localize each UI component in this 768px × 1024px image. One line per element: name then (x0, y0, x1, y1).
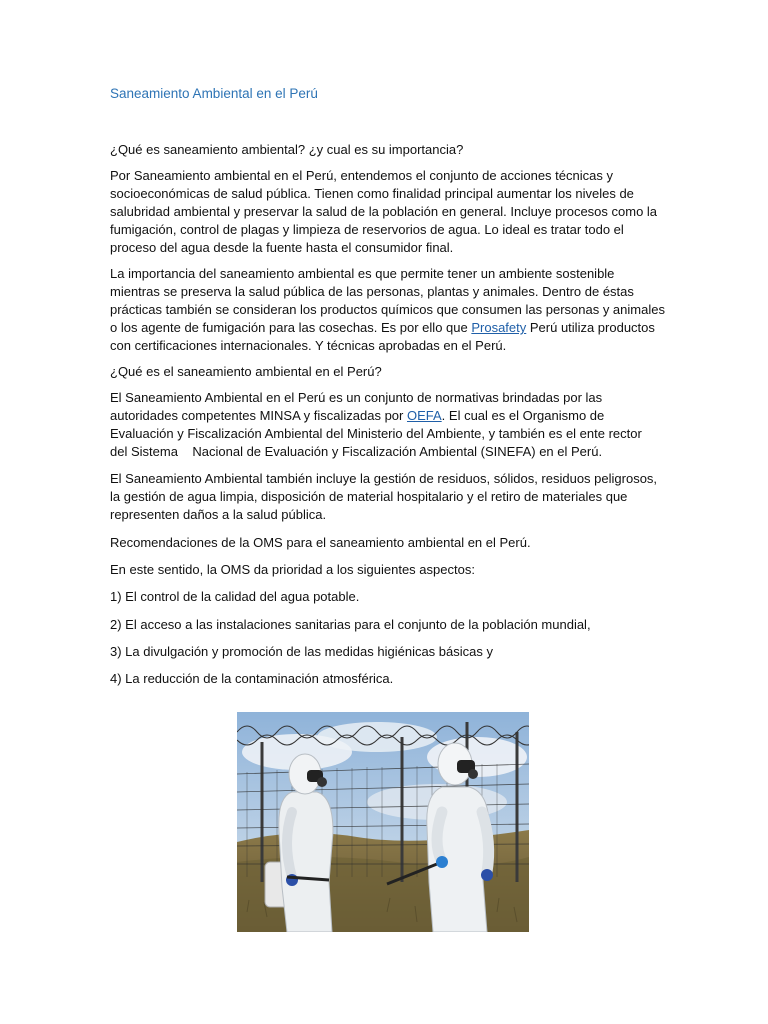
document-title: Saneamiento Ambiental en el Perú (110, 86, 318, 101)
text-line: fumigación, control de plagas y limpieza de reservorios de agua. Lo ideal es tratar todo el (110, 222, 624, 237)
list-item: 2) El acceso a las instalaciones sanitarias para el conjunto de la población mundial, (110, 617, 591, 632)
text-line: Por Saneamiento ambiental en el Perú, entendemos el conjunto de acciones técnicas y (110, 168, 613, 183)
text-line: la gestión de agua limpia, disposición de material hospitalario y el retiro de materiales que (110, 489, 628, 504)
oefa-link[interactable]: OEFA (406, 408, 442, 423)
prosafety-link[interactable]: Prosafety (471, 320, 527, 335)
text-line: Evaluación y Fiscalización Ambiental del Ministerio del Ambiente, y también es el ente rector (110, 426, 642, 441)
text-segment: Perú utiliza productos (526, 320, 655, 335)
section1-paragraph1 (110, 167, 657, 257)
text-line (110, 407, 642, 425)
text-line (110, 319, 665, 337)
text-segment: . El cual es el Organismo de (441, 408, 605, 423)
text-segment: autoridades competentes MINSA y fiscalizadas por (110, 408, 407, 423)
fumigation-photo-illustration (237, 712, 529, 932)
list-item: 4) La reducción de la contaminación atmosférica. (110, 671, 394, 686)
text-line: representen daños a la salud pública. (110, 507, 327, 522)
list-item: 1) El control de la calidad del agua potable. (110, 589, 360, 604)
section2-heading: ¿Qué es el saneamiento ambiental en el Perú? (110, 364, 382, 379)
fumigation-photo (237, 712, 529, 932)
text-line: prácticas también se consideran los productos químicos que consumen las personas y animales (110, 302, 665, 317)
section1-heading: ¿Qué es saneamiento ambiental? ¿y cual es su importancia? (110, 142, 464, 157)
text-line: proceso del agua desde la fuente hasta el consumidor final. (110, 240, 454, 255)
text-line: El Saneamiento Ambiental en el Perú es un conjunto de normativas brindadas por las (110, 390, 603, 405)
section3-intro: En este sentido, la OMS da prioridad a los siguientes aspectos: (110, 562, 475, 577)
text-line: El Saneamiento Ambiental también incluye la gestión de residuos, sólidos, residuos peligrosos, (110, 471, 658, 486)
section2-paragraph1 (110, 389, 642, 461)
text-line: socioeconómicas de salud pública. Tienen como finalidad principal aumentar los niveles de (110, 186, 634, 201)
section1-paragraph2 (110, 265, 665, 355)
list-item: 3) La divulgación y promoción de las medidas higiénicas básicas y (110, 644, 493, 659)
section2-paragraph2 (110, 470, 657, 524)
text-line: con certificaciones internacionales. Y técnicas aprobadas en el Perú. (110, 338, 507, 353)
section3-heading: Recomendaciones de la OMS para el saneamiento ambiental en el Perú. (110, 535, 531, 550)
text-line: del Sistema Nacional de Evaluación y Fiscalización Ambiental (SINEFA) en el Perú. (110, 444, 603, 459)
text-line: mientras se preserva la salud pública de las personas, plantas y animales. Dentro de éstas (110, 284, 634, 299)
text-line: salubridad ambiental y preservar la salud de la población en general. Incluye procesos como la (110, 204, 658, 219)
text-line: La importancia del saneamiento ambiental es que permite tener un ambiente sostenible (110, 266, 615, 281)
text-segment: o los agente de fumigación para las cosechas. Es por ello que (110, 320, 472, 335)
